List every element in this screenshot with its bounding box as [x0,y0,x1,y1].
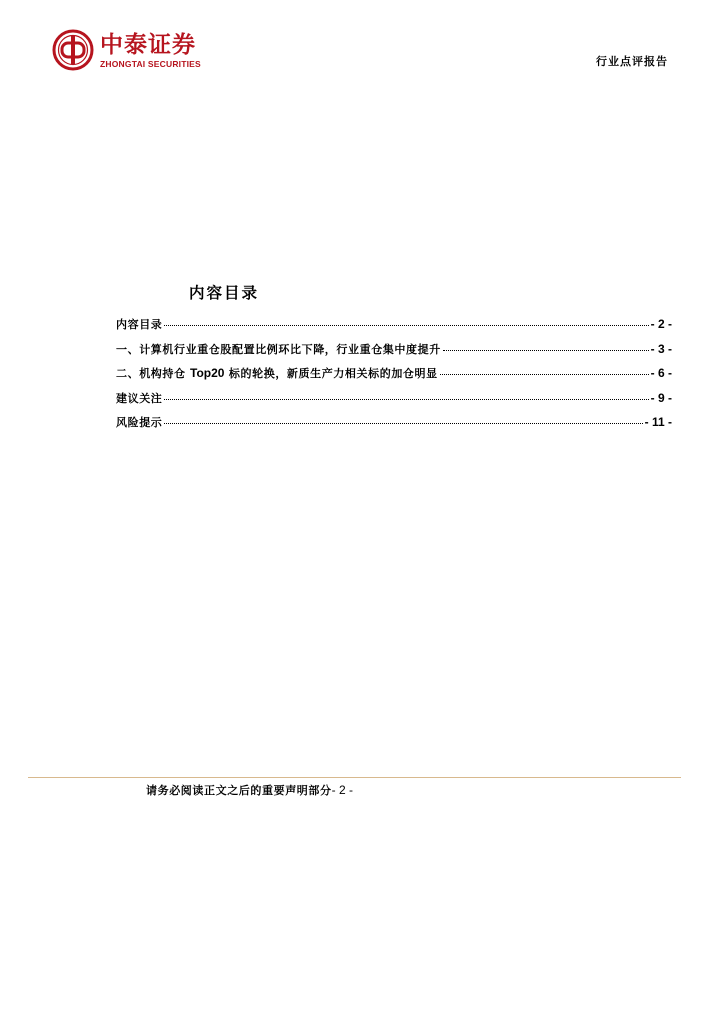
footer [146,782,353,798]
toc-entry-text-latin: Top20 [190,366,225,380]
footer-divider [28,777,681,778]
footer-disclaimer: 请务必阅读正文之后的重要声明部分 [146,784,332,797]
toc-leader-dots [443,350,649,351]
toc-entry-text-post: 标的轮换，新质生产力相关标的加仓明显 [224,367,438,380]
toc-entry-text [116,365,438,381]
toc-title: 内容目录 [189,284,260,302]
toc-entry[interactable] [116,316,672,341]
zhongtai-logo-icon [52,29,94,71]
logo-english-name: ZHONGTAI SECURITIES [100,58,201,69]
toc-leader-dots [440,374,649,375]
toc-entry-page: - 2 - [650,317,672,331]
toc-entry-page: - 11 - [644,415,672,429]
toc-entry-text: 建议关注 [116,391,163,405]
toc-entry-text: 内容目录 [116,318,163,331]
toc-leader-dots [164,325,648,326]
toc-leader-dots [164,399,648,400]
toc-entry-page: - 9 - [650,390,672,405]
report-type-label: 行业点评报告 [596,55,668,68]
toc-entry[interactable] [116,341,672,366]
footer-page-number: - 2 - [331,783,353,797]
toc-entry-text: 风险提示 [116,416,163,429]
table-of-contents [116,316,672,439]
toc-entry[interactable] [116,365,672,390]
toc-entry-page: - 3 - [650,341,672,356]
toc-entry-page: - 6 - [650,366,672,380]
toc-entry[interactable] [116,390,672,415]
company-logo [52,29,201,71]
toc-leader-dots [164,423,642,424]
toc-entry[interactable] [116,414,672,439]
toc-entry-text-pre: 二、机构持仓 [116,367,191,380]
toc-entry-text: 一、计算机行业重仓股配置比例环比下降，行业重仓集中度提升 [116,342,441,356]
logo-chinese-name: 中泰证券 [100,31,196,58]
